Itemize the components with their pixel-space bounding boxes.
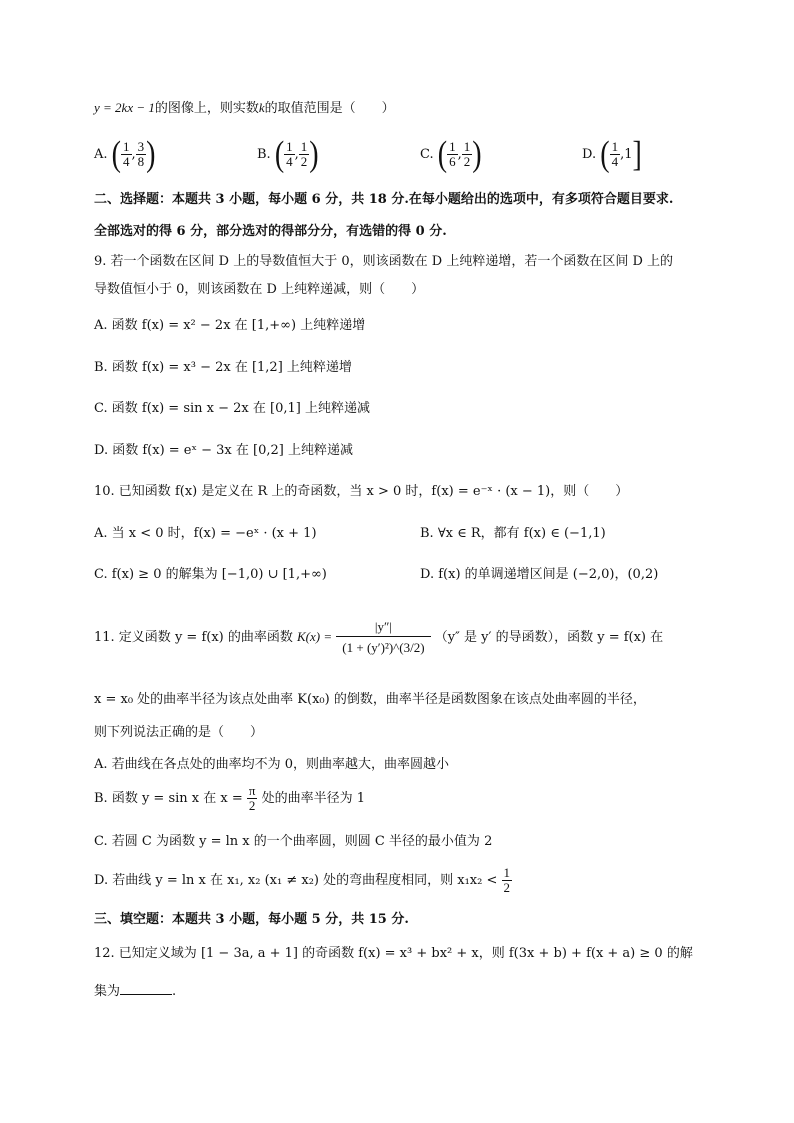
fraction: $\frac{1}{6}$ [449,139,456,169]
q10-stem: 10. 已知函数 f(x) 是定义在 R 上的奇函数，当 x > 0 时，f(x) = e⁻ˣ · (x − 1)，则（ ） [94,484,629,499]
fraction: $\frac{\pi}{2}$ [248,783,256,813]
q11-option-c: C. 若圆 C 为函数 y = ln x 的一个曲率圆，则圆 C 半径的最小值为 2 [94,834,493,849]
q9-option-b: B. 函数 f(x) = x³ − 2x 在 [1,2] 上纯粹递增 [94,360,352,375]
section3-heading: 三、填空题：本题共 3 小题，每小题 5 分，共 15 分. [94,912,409,927]
q9-stem: 9. 若一个函数在区间 D 上的导数值恒大于 0，则该函数在 D 上纯粹递增，若一个函数在区间 D 上的 [94,254,674,269]
left-bracket: ( [437,133,448,174]
fraction: $\frac{1}{2}$ [463,139,471,169]
q12-pre: 集为 [94,984,121,999]
answer-blank[interactable] [120,994,172,995]
fraction: $\frac{1}{4}$ [123,139,130,169]
q8-tail-line [94,98,395,119]
q11-d-pre: D. 若曲线 y = ln x 在 x₁, x₂ (x₁ ≠ x₂) 处的弯曲程度相同，则 x₁x₂ < [94,873,498,888]
fraction: $\frac{1}{2}$ [300,139,308,169]
q10-option-d: D. f(x) 的单调递增区间是 (−2,0)，(0,2) [420,567,659,582]
q12-stem: 12. 已知定义域为 [1 − 3a, a + 1] 的奇函数 f(x) = x³ + bx² + x，则 f(3x + b) + f(x + a) ≥ 0 的解 [94,946,693,961]
q9-option-d: D. 函数 f(x) = eˣ − 3x 在 [0,2] 上纯粹递减 [94,443,353,458]
q12-stem-cont [94,982,176,1002]
fraction: $\frac{1}{2}$ [503,865,511,895]
q11-option-b [94,782,365,816]
option-label: C. [420,147,434,162]
curvature-fraction [336,618,430,657]
curvature-denominator: (1 + (y′)²)^(3/2) [342,640,425,655]
option-label: B. [257,147,271,162]
q11-b-post: 处的曲率半径为 1 [261,791,366,806]
curvature-symbol: K(x) = [297,629,333,644]
left-bracket: ( [600,133,610,174]
q8-var: k [258,100,265,115]
q11-stem-line2: x = x₀ 处的曲率半径为该点处曲率 K(x₀) 的倒数，曲率半径是函数图象在该点处曲率圆的半径， [94,692,646,707]
q8-option-b: B. ( $\frac{1}{4}$ , $\frac{1}{2}$ ) [257,133,319,174]
fraction: $\frac{1}{4}$ [286,139,293,169]
q11-stem-post: （y″ 是 y′ 的导函数），函数 y = f(x) 在 [434,630,664,645]
left-bracket: ( [274,133,285,174]
q10-option-b: B. ∀x ∈ R，都有 f(x) ∈ (−1,1) [420,526,606,541]
q9-stem-cont: 导数值恒小于 0，则该函数在 D 上纯粹递减，则（ ） [94,282,425,297]
section2-heading-cont: 全部选对的得 6 分，部分选对的得部分分，有选错的得 0 分. [94,224,447,239]
option-label: D. [582,147,597,162]
left-bracket: ( [111,133,121,174]
q11-stem-pre: 11. 定义函数 y = f(x) 的曲率函数 [94,630,293,645]
q9-option-a: A. 函数 f(x) = x² − 2x 在 [1,+∞) 上纯粹递增 [94,318,366,333]
q9-option-c: C. 函数 f(x) = sin x − 2x 在 [0,1] 上纯粹递减 [94,401,370,416]
q8-expr: y = 2kx − 1 [94,100,155,115]
q11-option-a: A. 若曲线在各点处的曲率均不为 0，则曲率越大，曲率圆越小 [94,757,450,772]
fraction: $\frac{3}{8}$ [137,139,145,169]
q11-stem [94,612,663,663]
q11-option-d [94,864,512,898]
option-label: A. [94,147,108,162]
q12-post: . [172,984,177,999]
q10-option-c: C. f(x) ≥ 0 的解集为 [−1,0) ∪ [1,+∞) [94,567,327,582]
right-bracket: ) [309,133,319,174]
q8-option-a: A. ( $\frac{1}{4}$ , $\frac{3}{8}$ ) [94,133,156,174]
curvature-numerator: |y″| [336,618,430,637]
right-bracket: ) [472,133,482,174]
q11-stem-line3: 则下列说法正确的是（ ） [94,725,264,740]
section2-heading: 二、选择题：本题共 3 小题，每小题 6 分，共 18 分.在每小题给出的选项中，有多项符合题目要求. [94,192,674,207]
q8-text: 的图像上，则实数 [154,101,259,116]
right-bracket: ] [632,133,642,174]
right-bracket: ) [146,133,156,174]
q8-option-d: D. ( $\frac{1}{4}$ ,1] [582,133,642,174]
q8-option-c: C. ( $\frac{1}{6}$ , $\frac{1}{2}$ ) [420,133,482,174]
fraction: $\frac{1}{4}$ [611,139,619,169]
q11-b-pre: B. 函数 y = sin x 在 x = [94,791,243,806]
q10-option-a: A. 当 x < 0 时，f(x) = −eˣ · (x + 1) [94,526,317,541]
q8-text-end: 的取值范围是（ ） [264,101,395,116]
option-value: 1 [624,147,633,162]
